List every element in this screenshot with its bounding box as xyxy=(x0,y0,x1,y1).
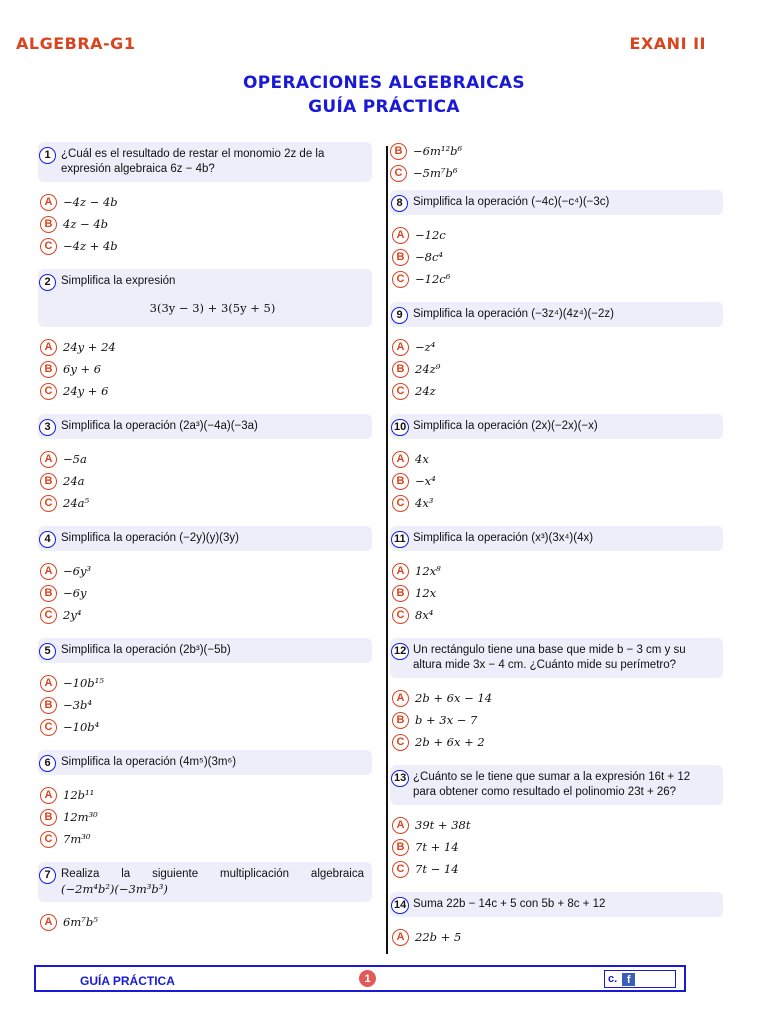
option-label: C xyxy=(40,495,57,512)
question-text: Realiza la siguiente multiplicación algebraica xyxy=(61,868,364,880)
option-value: −4z − 4b xyxy=(63,195,118,209)
option-label: A xyxy=(392,817,409,834)
question-box xyxy=(390,302,723,327)
question-number: 11 xyxy=(391,531,409,548)
option-value: −6y³ xyxy=(63,564,92,578)
option-a[interactable] xyxy=(392,926,723,948)
option-value: 6m⁷b⁵ xyxy=(63,915,98,929)
question-box xyxy=(390,765,723,805)
option-label: C xyxy=(390,165,407,182)
option-label: B xyxy=(40,809,57,826)
option-value: 24z xyxy=(415,384,436,398)
option-label: B xyxy=(390,143,407,160)
option-label: A xyxy=(392,451,409,468)
option-c[interactable] xyxy=(392,858,723,880)
question-text: Simplifica la expresión xyxy=(61,275,176,287)
option-value: 12x⁸ xyxy=(415,564,441,578)
option-label: A xyxy=(392,563,409,580)
option-b[interactable] xyxy=(392,470,723,492)
question-text: Simplifica la operación (2x)(−2x)(−x) xyxy=(413,420,598,432)
option-value: 7t + 14 xyxy=(415,840,459,854)
header-subject: ALGEBRA-G1 xyxy=(16,34,136,53)
option-value: 4x xyxy=(415,452,429,466)
option-label: C xyxy=(40,719,57,736)
option-b[interactable] xyxy=(40,358,372,380)
option-value: 12m³⁰ xyxy=(63,810,98,824)
option-value: 39t + 38t xyxy=(415,818,471,832)
question-11 xyxy=(390,526,723,626)
question-box xyxy=(390,190,723,215)
options-list xyxy=(390,926,723,948)
option-value: −12c xyxy=(415,228,446,242)
option-label: A xyxy=(40,451,57,468)
social-link[interactable] xyxy=(604,970,676,988)
option-c[interactable] xyxy=(40,235,372,257)
question-number: 2 xyxy=(39,274,56,291)
option-label: C xyxy=(392,861,409,878)
options-list xyxy=(390,687,723,753)
options-list xyxy=(38,448,372,514)
option-label: C xyxy=(40,831,57,848)
option-a[interactable] xyxy=(40,191,372,213)
option-a[interactable] xyxy=(40,911,372,933)
option-value: 24y + 24 xyxy=(63,340,116,354)
option-a[interactable] xyxy=(392,336,723,358)
option-value: −5a xyxy=(63,452,87,466)
option-c[interactable] xyxy=(392,380,723,402)
question-number: 9 xyxy=(391,307,408,324)
question-14 xyxy=(390,892,723,948)
question-2 xyxy=(38,269,372,402)
option-c[interactable] xyxy=(392,492,723,514)
page-number-badge: 1 xyxy=(359,970,376,987)
option-b[interactable] xyxy=(40,694,372,716)
facebook-icon[interactable]: f xyxy=(622,973,635,986)
question-text: Simplifica la operación (−2y)(y)(3y) xyxy=(61,532,239,544)
option-label: C xyxy=(40,607,57,624)
question-box xyxy=(390,892,723,917)
options-list xyxy=(38,784,372,850)
options-list xyxy=(390,224,723,290)
option-label: B xyxy=(40,585,57,602)
question-4 xyxy=(38,526,372,626)
option-value: −5m⁷b⁶ xyxy=(413,166,458,180)
question-text: Simplifica la operación (x³)(3x⁴)(4x) xyxy=(413,532,594,544)
option-c[interactable] xyxy=(40,380,372,402)
question-box xyxy=(38,269,372,327)
option-value: b + 3x − 7 xyxy=(415,713,478,727)
options-list xyxy=(390,814,723,880)
options-list xyxy=(390,336,723,402)
question-text: Simplifica la operación (2a³)(−4a)(−3a) xyxy=(61,420,258,432)
question-text: Simplifica la operación (−3z⁴)(4z⁴)(−2z) xyxy=(413,308,614,320)
header-exam: EXANI II xyxy=(629,34,706,53)
question-10 xyxy=(390,414,723,514)
option-label: C xyxy=(40,238,57,255)
page-subtitle: GUÍA PRÁCTICA xyxy=(308,97,460,117)
option-a[interactable] xyxy=(40,784,372,806)
question-number: 12 xyxy=(391,643,409,660)
option-value: −z⁴ xyxy=(415,340,436,354)
footer-label[interactable]: GUÍA PRÁCTICA xyxy=(80,974,175,988)
option-label: A xyxy=(40,675,57,692)
option-label: A xyxy=(40,339,57,356)
options-list xyxy=(38,336,372,402)
question-box xyxy=(38,142,372,182)
option-a[interactable] xyxy=(392,687,723,709)
option-value: 22b + 5 xyxy=(415,930,462,944)
option-b[interactable] xyxy=(392,358,723,380)
option-value: 6y + 6 xyxy=(63,362,102,376)
column-divider xyxy=(386,146,388,954)
option-value: 7t − 14 xyxy=(415,862,459,876)
question-box xyxy=(38,638,372,663)
option-label: A xyxy=(392,227,409,244)
question-6 xyxy=(38,750,372,850)
question-number: 14 xyxy=(391,897,409,914)
option-b[interactable] xyxy=(390,140,723,162)
option-a[interactable] xyxy=(40,448,372,470)
option-label: B xyxy=(40,216,57,233)
question-text: Simplifica la operación (4m⁵)(3m⁶) xyxy=(61,756,237,768)
question-number: 5 xyxy=(39,643,56,660)
option-c[interactable] xyxy=(390,162,723,184)
option-a[interactable] xyxy=(392,814,723,836)
option-value: −6m¹²b⁶ xyxy=(413,144,463,158)
option-value: 4x³ xyxy=(415,496,434,510)
option-c[interactable] xyxy=(40,492,372,514)
option-label: A xyxy=(40,194,57,211)
option-c[interactable] xyxy=(392,268,723,290)
options-list xyxy=(390,448,723,514)
options-list xyxy=(38,560,372,626)
option-b[interactable] xyxy=(392,246,723,268)
question-text: Simplifica la operación (−4c)(−c⁴)(−3c) xyxy=(413,196,610,208)
option-c[interactable] xyxy=(392,731,723,753)
option-b[interactable] xyxy=(392,582,723,604)
question-number: 13 xyxy=(391,770,409,787)
question-9 xyxy=(390,302,723,402)
option-value: 24y + 6 xyxy=(63,384,109,398)
option-c[interactable] xyxy=(392,604,723,626)
question-8 xyxy=(390,190,723,290)
option-c[interactable] xyxy=(40,828,372,850)
option-a[interactable] xyxy=(40,560,372,582)
question-5 xyxy=(38,638,372,738)
option-c[interactable] xyxy=(40,716,372,738)
option-label: A xyxy=(40,914,57,931)
option-label: B xyxy=(392,361,409,378)
option-value: 8x⁴ xyxy=(415,608,434,622)
option-label: C xyxy=(392,383,409,400)
option-value: 24z⁹ xyxy=(415,362,441,376)
option-value: −x⁴ xyxy=(415,474,436,488)
option-value: 7m³⁰ xyxy=(63,832,91,846)
question-3 xyxy=(38,414,372,514)
right-column xyxy=(390,142,723,960)
question-text: ¿Cuál es el resultado de restar el monomio 2z de la expresión algebraica 6z − 4b? xyxy=(61,148,325,175)
option-value: −8c⁴ xyxy=(415,250,444,264)
question-number: 1 xyxy=(39,147,56,164)
option-value: 12x xyxy=(415,586,437,600)
question-expression: (−2m⁴b²)(−3m³b³) xyxy=(61,882,168,896)
option-label: C xyxy=(40,383,57,400)
question-number: 6 xyxy=(39,755,56,772)
option-label: A xyxy=(392,929,409,946)
option-label: C xyxy=(392,271,409,288)
question-expression: 3(3y − 3) + 3(5y + 5) xyxy=(149,301,276,315)
option-a[interactable] xyxy=(392,448,723,470)
question-number: 3 xyxy=(39,419,56,436)
option-b[interactable] xyxy=(392,836,723,858)
option-label: C xyxy=(392,734,409,751)
option-label: B xyxy=(40,697,57,714)
question-7 xyxy=(38,862,372,933)
question-text: Suma 22b − 14c + 5 con 5b + 8c + 12 xyxy=(413,898,606,910)
option-label: B xyxy=(392,712,409,729)
question-1 xyxy=(38,142,372,257)
option-value: 4z − 4b xyxy=(63,217,109,231)
option-label: B xyxy=(392,249,409,266)
option-value: −3b⁴ xyxy=(63,698,92,712)
option-label: A xyxy=(40,563,57,580)
option-b[interactable] xyxy=(40,582,372,604)
question-box xyxy=(390,526,723,551)
option-value: 2y⁴ xyxy=(63,608,82,622)
question-12 xyxy=(390,638,723,753)
options-list xyxy=(38,191,372,257)
left-column xyxy=(38,142,372,945)
question-number: 8 xyxy=(391,195,408,212)
question-box xyxy=(38,750,372,775)
question-text: ¿Cuánto se le tiene que sumar a la expresión 16t + 12 para obtener como resultado el polinomio 23t + 26? xyxy=(413,771,691,798)
question-7-continued xyxy=(390,140,723,184)
options-list xyxy=(38,911,372,933)
options-list xyxy=(38,672,372,738)
question-number: 4 xyxy=(39,531,56,548)
option-value: 24a xyxy=(63,474,85,488)
option-value: 2b + 6x + 2 xyxy=(415,735,485,749)
option-value: 24a⁵ xyxy=(63,496,90,510)
question-text: Un rectángulo tiene una base que mide b − 3 cm y su altura mide 3x − 4 cm. ¿Cuánto mide su perímetro? xyxy=(413,644,686,671)
option-value: 2b + 6x − 14 xyxy=(415,691,493,705)
option-a[interactable] xyxy=(392,224,723,246)
option-label: A xyxy=(40,787,57,804)
question-box xyxy=(390,638,723,678)
option-label: B xyxy=(40,361,57,378)
option-label: B xyxy=(392,473,409,490)
option-a[interactable] xyxy=(40,672,372,694)
question-box xyxy=(38,526,372,551)
page-title: OPERACIONES ALGEBRAICAS xyxy=(243,73,525,93)
option-c[interactable] xyxy=(40,604,372,626)
question-box xyxy=(390,414,723,439)
option-label: A xyxy=(392,339,409,356)
option-b[interactable] xyxy=(40,806,372,828)
option-value: −10b⁴ xyxy=(63,720,100,734)
option-label: B xyxy=(40,473,57,490)
question-text: Simplifica la operación (2b³)(−5b) xyxy=(61,644,231,656)
social-text: c. xyxy=(608,973,618,985)
option-label: B xyxy=(392,585,409,602)
options-list xyxy=(390,560,723,626)
option-value: −6y xyxy=(63,586,87,600)
option-b[interactable] xyxy=(392,709,723,731)
option-label: C xyxy=(392,607,409,624)
question-box xyxy=(38,414,372,439)
option-a[interactable] xyxy=(392,560,723,582)
option-value: −12c⁶ xyxy=(415,272,451,286)
option-b[interactable] xyxy=(40,213,372,235)
option-b[interactable] xyxy=(40,470,372,492)
question-number: 7 xyxy=(39,867,56,884)
option-value: −10b¹⁵ xyxy=(63,676,104,690)
page-footer xyxy=(34,965,686,992)
question-number: 10 xyxy=(391,419,409,436)
option-label: A xyxy=(392,690,409,707)
question-13 xyxy=(390,765,723,880)
option-label: C xyxy=(392,495,409,512)
option-label: B xyxy=(392,839,409,856)
option-value: 12b¹¹ xyxy=(63,788,95,802)
question-box xyxy=(38,862,372,902)
option-value: −4z + 4b xyxy=(63,239,118,253)
option-a[interactable] xyxy=(40,336,372,358)
